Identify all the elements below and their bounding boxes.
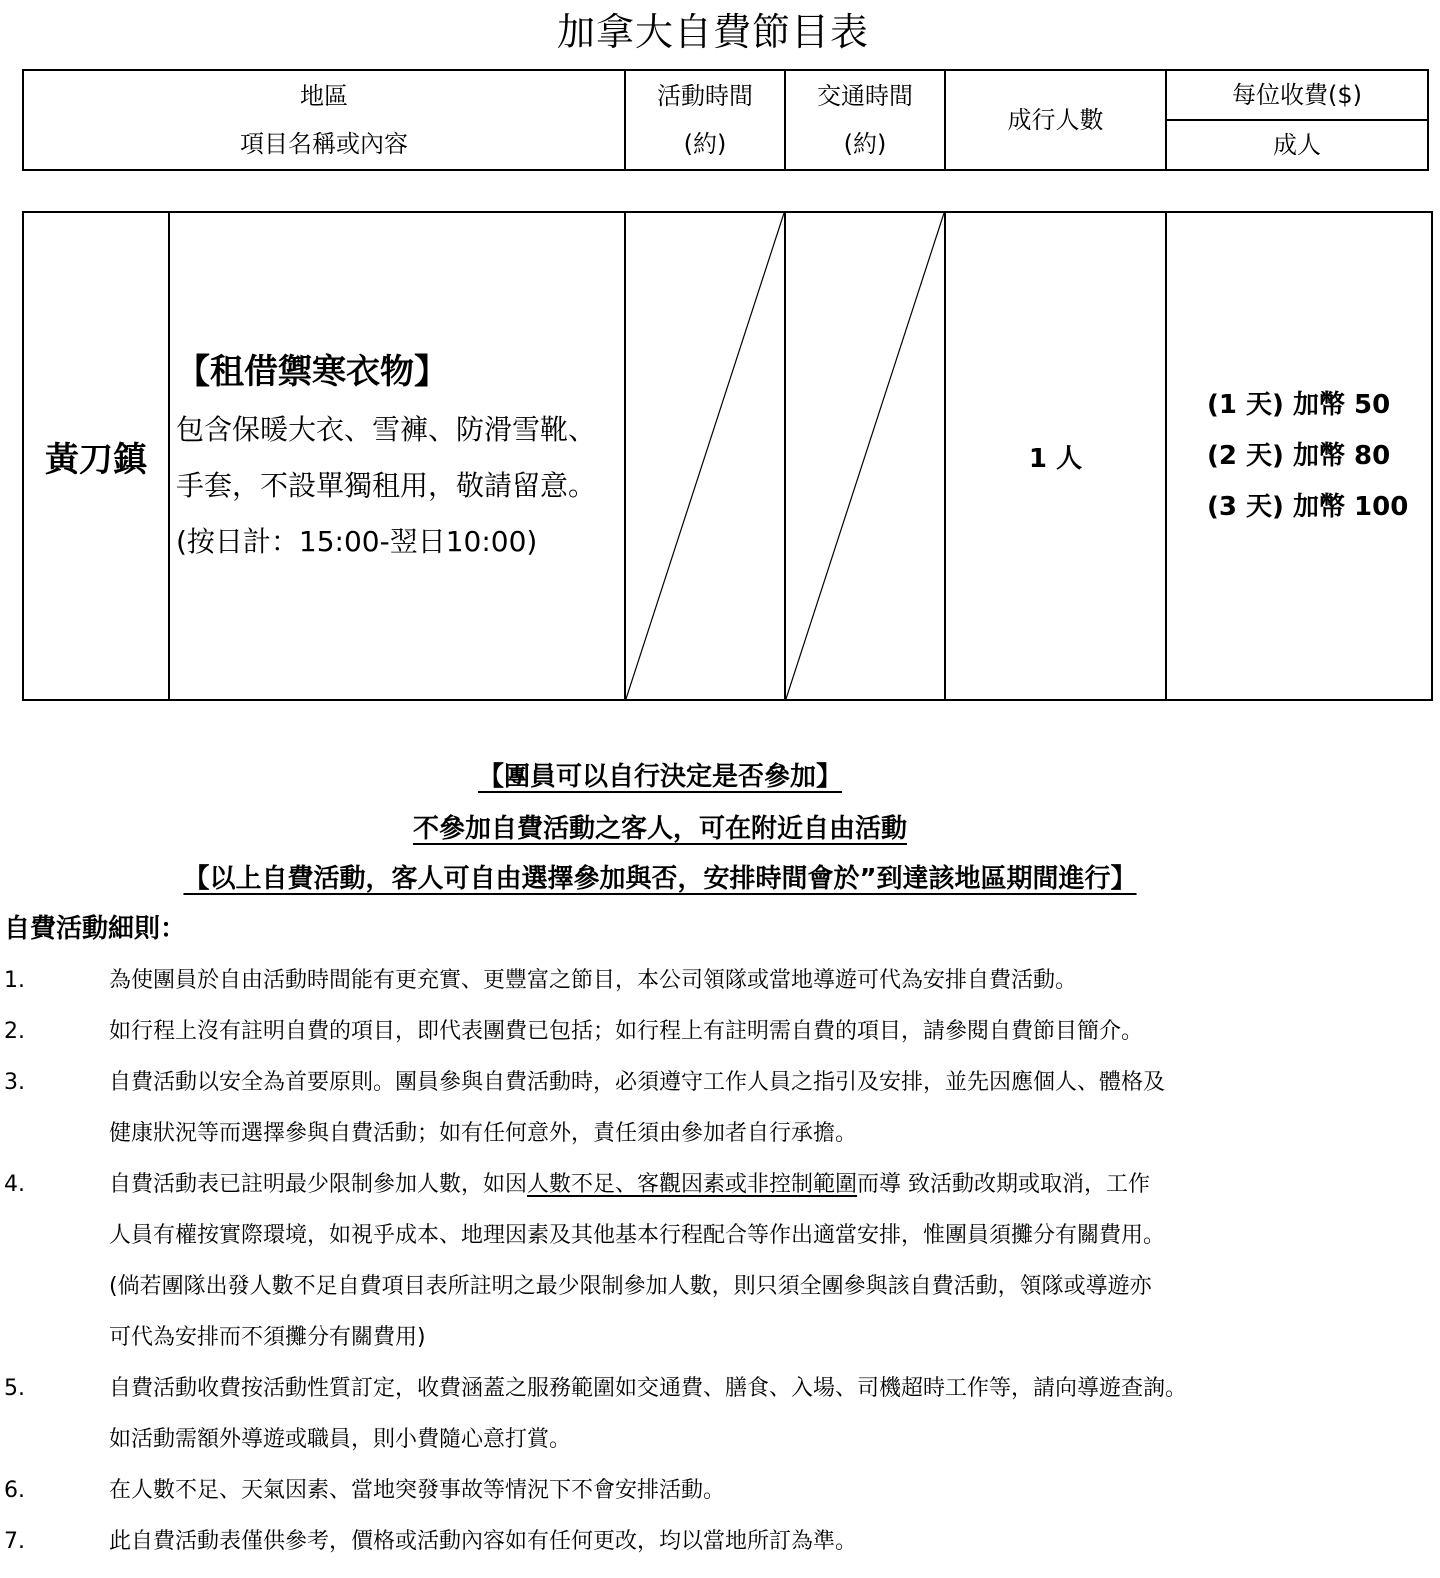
header-area-item-cell — [23, 70, 625, 170]
rule-number: 6. — [4, 1478, 25, 1503]
rule-text: 人員有權按實際環境，如視乎成本、地理因素及其他基本行程配合等作出適當安排，惟團員須攤分有關費用。 — [109, 1223, 1166, 1248]
rule-text: 此自費活動表僅供參考，價格或活動內容如有任何更改，均以當地所訂為準。 — [109, 1529, 858, 1554]
min-people-cell: 1 人 — [945, 212, 1166, 700]
item-line: 手套，不設單獨租用，敬請留意。 — [176, 469, 597, 502]
rule-text: 自費活動以安全為首要原則。團員參與自費活動時，必須遵守工作人員之指引及安排，並先因應個人、體格及 — [109, 1070, 1166, 1095]
region-cell: 黃刀鎮 — [23, 212, 169, 700]
header-min-people-label: 成行人數 — [945, 70, 1166, 170]
rule-text: 自費活動收費按活動性質訂定，收費涵蓋之服務範圍如交通費、膳食、入場、司機超時工作等，請向導遊查詢。 — [109, 1376, 1188, 1401]
rule-text: 如活動需額外導遊或職員，則小費隨心意打賞。 — [109, 1427, 572, 1452]
header-table — [22, 69, 1429, 171]
rule-number: 3. — [4, 1070, 25, 1095]
header-activity-time-cell — [625, 70, 785, 170]
price-line: (2 天) 加幣 80 — [1207, 440, 1391, 471]
price-line: (3 天) 加幣 100 — [1207, 491, 1409, 522]
header-fee-label: 每位收費($) — [1166, 70, 1428, 120]
header-transport-time-cell — [785, 70, 945, 170]
item-title: 【租借禦寒衣物】 — [176, 352, 448, 392]
rules-title: 自費活動細則： — [4, 914, 187, 944]
header-transport-time-note: (約) — [843, 130, 887, 158]
rule-text: 可代為安排而不須攤分有關費用) — [109, 1325, 426, 1350]
rule-text: (倘若團隊出發人數不足自費項目表所註明之最少限制參加人數，則只須全團參與該自費活動，領隊或導遊亦 — [109, 1274, 1152, 1299]
underlined-phrase: 人數不足、客觀因素或非控制範圍 — [527, 1172, 858, 1197]
rule-text: 自費活動表已註明最少限制參加人數，如因人數不足、客觀因素或非控制範圍而導 致活動改期或取消，工作 — [109, 1172, 1151, 1197]
rule-number: 2. — [4, 1019, 25, 1044]
transport-time-empty-cell — [785, 212, 945, 700]
rule-number: 1. — [4, 968, 25, 993]
notice-line: 【團員可以自行決定是否參加】 — [477, 762, 842, 792]
header-adult-label: 成人 — [1166, 120, 1428, 170]
header-item-label: 項目名稱或內容 — [240, 130, 408, 158]
diagonal-slash — [626, 213, 784, 699]
activity-table — [22, 211, 1433, 701]
item-line: (按日計：15:00-翌日10:00) — [176, 525, 538, 558]
rule-number: 5. — [4, 1376, 25, 1401]
page-title: 加拿大自費節目表 — [556, 10, 869, 54]
price-line: (1 天) 加幣 50 — [1207, 389, 1391, 420]
header-activity-time-label: 活動時間 — [657, 82, 753, 110]
header-transport-time-label: 交通時間 — [817, 82, 913, 110]
rule-text: 健康狀況等而選擇參與自費活動；如有任何意外，責任須由參加者自行承擔。 — [109, 1121, 858, 1146]
notice-line: 不參加自費活動之客人，可在附近自由活動 — [412, 814, 907, 844]
price-cell — [1166, 212, 1432, 700]
rule-number: 4. — [4, 1172, 25, 1197]
rule-text: 為使團員於自由活動時間能有更充實、更豐富之節目，本公司領隊或當地導遊可代為安排自費活動。 — [109, 968, 1078, 993]
diagonal-slash — [786, 213, 944, 699]
item-line: 包含保暖大衣、雪褲、防滑雪靴、 — [176, 413, 597, 446]
table-row — [23, 212, 1432, 700]
header-area-label: 地區 — [300, 82, 348, 110]
notice-line: 【以上自費活動，客人可自由選擇參加與否，安排時間會於”到達該地區期間進行】 — [183, 864, 1137, 894]
rule-text: 如行程上沒有註明自費的項目，即代表團費已包括；如行程上有註明需自費的項目，請參閱自費節目簡介。 — [109, 1019, 1144, 1044]
activity-time-empty-cell — [625, 212, 785, 700]
item-content-cell — [169, 212, 625, 700]
rule-number: 7. — [4, 1529, 25, 1554]
rule-text: 在人數不足、天氣因素、當地突發事故等情況下不會安排活動。 — [109, 1478, 726, 1503]
header-activity-time-note: (約) — [683, 130, 727, 158]
